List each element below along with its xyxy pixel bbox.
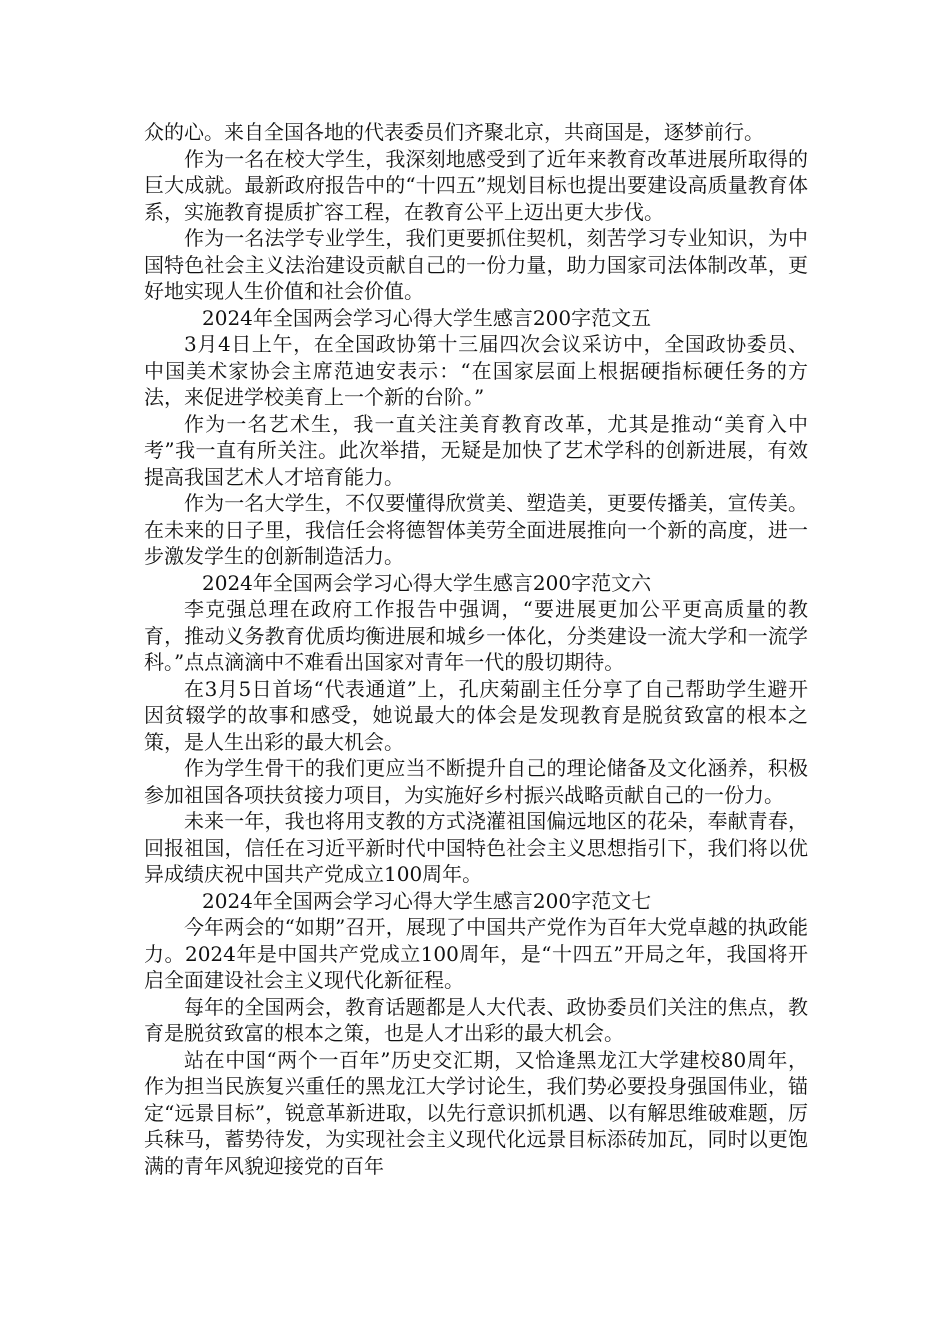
section-heading: 2024年全国两会学习心得大学生感言200字范文七: [202, 888, 652, 913]
document-body: [144, 119, 808, 1179]
paragraph: 站在中国“两个一百年”历史交汇期，又恰逢黑龙江大学建校80周年，作为担当民族复兴重任的黑龙江大学讨论生，我们势必要投身强国伟业，锚定“远景目标”，锐意革新进取，以先行意识抓机遇、以有解思维破难题，厉兵秣马，蓄势待发，为实现社会主义现代化远景目标添砖加瓦，同时以更饱满的青年风貌迎接党的百年: [144, 1047, 808, 1178]
paragraph: 李克强总理在政府工作报告中强调，“要进展更加公平更高质量的教育，推动义务教育优质均衡进展和城乡一体化，分类建设一流大学和一流学科。”点点滴滴中不难看出国家对青年一代的殷切期待。: [144, 597, 808, 674]
section-heading: 2024年全国两会学习心得大学生感言200字范文五: [202, 305, 652, 330]
paragraph-continuation: 众的心。来自全国各地的代表委员们齐聚北京，共商国是，逐梦前行。: [144, 120, 764, 144]
paragraph: 作为一名法学专业学生，我们更要抓住契机，刻苦学习专业知识，为中国特色社会主义法治建设贡献自己的一份力量，助力国家司法体制改革，更好地实现人生价值和社会价值。: [144, 226, 808, 303]
paragraph: 未来一年，我也将用支教的方式浇灌祖国偏远地区的花朵，奉献青春，回报祖国，信任在习近平新时代中国特色社会主义思想指引下，我们将以优异成绩庆祝中国共产党成立100周年。: [144, 809, 808, 886]
paragraph: 作为学生骨干的我们更应当不断提升自己的理论储备及文化涵养，积极参加祖国各项扶贫接力项目，为实施好乡村振兴战略贡献自己的一份力。: [144, 756, 808, 807]
section-heading: 2024年全国两会学习心得大学生感言200字范文六: [202, 570, 652, 595]
paragraph: 在3月5日首场“代表通道”上，孔庆菊副主任分享了自己帮助学生避开因贫辍学的故事和感受，她说最大的体会是发现教育是脱贫致富的根本之策，是人生出彩的最大机会。: [144, 676, 808, 754]
paragraph: 作为一名大学生，不仅要懂得欣赏美、塑造美，更要传播美，宣传美。在未来的日子里，我信任会将德智体美劳全面进展推向一个新的高度，进一步激发学生的创新制造活力。: [144, 491, 808, 568]
paragraph: 作为一名艺术生，我一直关注美育教育改革，尤其是推动“美育入中考”我一直有所关注。此次举措，无疑是加快了艺术学科的创新进展，有效提高我国艺术人才培育能力。: [144, 411, 808, 489]
paragraph: 作为一名在校大学生，我深刻地感受到了近年来教育改革进展所取得的巨大成就。最新政府报告中的“十四五”规划目标也提出要建设高质量教育体系，实施教育提质扩容工程，在教育公平上迈出更大步伐。: [144, 146, 808, 224]
paragraph: 今年两会的“如期”召开，展现了中国共产党作为百年大党卓越的执政能力。2024年是中国共产党成立100周年，是“十四五”开局之年，我国将开启全面建设社会主义现代化新征程。: [144, 915, 808, 992]
paragraph: 每年的全国两会，教育话题都是人大代表、政协委员们关注的焦点，教育是脱贫致富的根本之策，也是人才出彩的最大机会。: [144, 994, 808, 1045]
paragraph: 3月4日上午，在全国政协第十三届四次会议采访中，全国政协委员、中国美术家协会主席范迪安表示：“在国家层面上根据硬指标硬任务的方法，来促进学校美育上一个新的台阶。”: [144, 332, 808, 409]
